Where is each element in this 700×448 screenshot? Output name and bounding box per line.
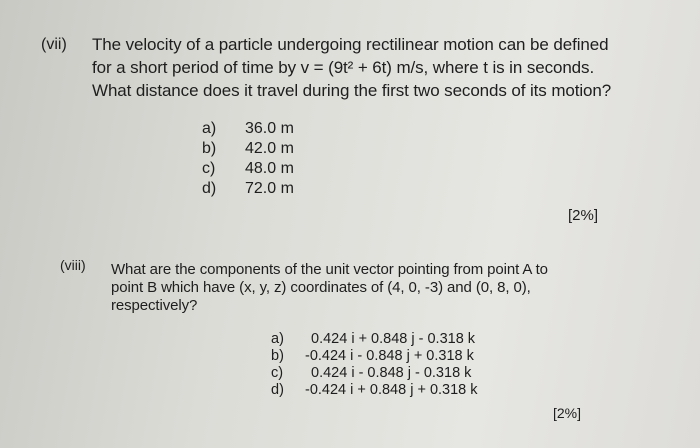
option-b-value: -0.424 i - 0.848 j + 0.318 k [305,348,474,364]
option-b-letter: b) [271,348,284,364]
option-c-letter: c) [271,365,284,381]
option-d-letter: d) [271,382,284,398]
option-c-value: 48.0 m [245,160,294,177]
question-text-line-3: What distance does it travel during the first two seconds of its motion? [92,81,612,100]
question-text-line-1: What are the components of the unit vector pointing from point A to [111,261,548,278]
option-c-letter: c) [202,160,216,177]
question-text-line-1: The velocity of a particle undergoing rectilinear motion can be defined [92,35,609,54]
option-b-letter: b) [202,140,217,157]
option-d-value: 72.0 m [245,180,294,197]
question-number: (vii) [41,36,67,53]
option-c-value: 0.424 i - 0.848 j - 0.318 k [311,365,472,381]
option-a-value: 0.424 i + 0.848 j - 0.318 k [311,331,476,347]
option-d-value: -0.424 i + 0.848 j + 0.318 k [305,382,478,398]
question-number: (viii) [60,257,86,273]
question-text-line-3: respectively? [111,297,198,314]
option-a-letter: a) [271,331,284,347]
option-a-letter: a) [202,120,217,137]
question-text-line-2: for a short period of time by v = (9t² + 6t) m/s, where t is in seconds. [92,58,595,77]
option-d-letter: d) [202,180,217,197]
marks-label: [2%] [568,207,599,224]
option-a-value: 36.0 m [245,120,294,137]
option-b-value: 42.0 m [245,140,294,157]
marks-label: [2%] [553,405,582,421]
question-text-line-2: point B which have (x, y, z) coordinates of (4, 0, -3) and (0, 8, 0), [111,279,531,296]
